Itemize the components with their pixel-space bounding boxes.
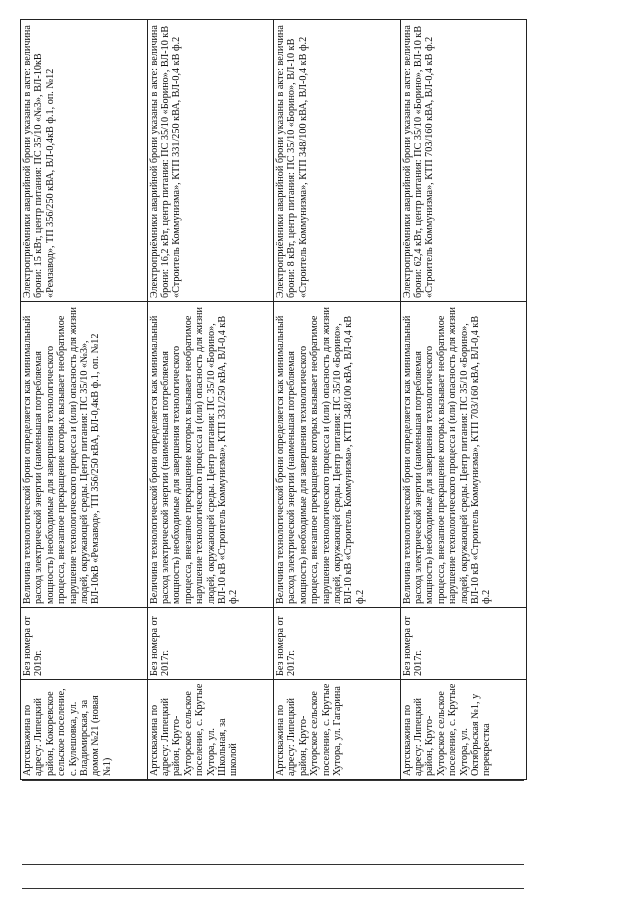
emergency-cell: Электроприёмники аварийной брони указаны в акте: величина брони: 8 кВт, центр питания: ПС 35/10 «Борино», ВЛ-10 кВ «Строитель Коммунизма», КТП 348/100 кВА, ВЛ-0,4 кВ ф.2 bbox=[274, 20, 401, 302]
table-row bbox=[21, 20, 148, 780]
table-row bbox=[400, 20, 527, 780]
divider-line bbox=[22, 780, 524, 781]
number-cell: Без номера от 2017г. bbox=[147, 608, 274, 680]
number-cell: Без номера от 2017г. bbox=[274, 608, 401, 680]
table-row bbox=[147, 20, 274, 780]
divider-line bbox=[22, 864, 524, 865]
address-cell: Артскважина по адресу: Липецкий район, Круто-Хуторское сельское поселение, с. Крутые Хутора, ул. Октябрьская №1, у перекрестка bbox=[400, 680, 527, 780]
reservation-table bbox=[20, 19, 527, 780]
address-cell: Артскважина по адресу: Липецкий район, Круто-Хуторское сельское поселение, с. Крутые Хутора, ул. Гагарина bbox=[274, 680, 401, 780]
address-cell: Артскважина по адресу: Липецкий район, Круто-Хуторское сельское поселение, с. Крутые Хутора, ул. Школьная, за школой bbox=[147, 680, 274, 780]
rotated-table-wrapper bbox=[20, 20, 526, 780]
technological-cell: Величина технологической брони определяется как минимальный расход электрической энергии (наименьшая потребляемая мощность) необходимые для завершения технологического процесса, внезапное прекращение которых вызывает необратимое нарушение технологического процесса и (или) опасность для жизни людей, окружающей среды. Центр питания: ПС 35/10 «Борино», ВЛ-10 кВ «Строитель Коммунизма», КТП 331/250 кВА, ВЛ-0,4 кВ ф.2 bbox=[147, 302, 274, 608]
table-row bbox=[274, 20, 401, 780]
divider-line bbox=[22, 888, 524, 889]
technological-cell: Величина технологической брони определяется как минимальный расход электрической энергии (наименьшая потребляемая мощность) необходимые для завершения технологического процесса, внезапное прекращение которых вызывает необратимое нарушение технологического процесса и (или) опасность для жизни людей, окружающей среды. Центр питания: ПС 35/10 «Борино», ВЛ-10 кВ «Строитель Коммунизма», КТП 348/100 кВА, ВЛ-0,4 кВ ф.2 bbox=[274, 302, 401, 608]
emergency-cell: Электроприёмники аварийной брони указаны в акте: величина брони: 16,2 кВт, центр питания: ПС 35/10 «Борино», ВЛ-10 кВ «Строитель Коммунизма», КТП 331/250 кВА, ВЛ-0,4 кВ ф.2 bbox=[147, 20, 274, 302]
address-cell: Артскважина по адресу: Липецкий район, Кокоревское сельское поселение, с. Кулешовка, ул. Владимирская, за домом №21 (новая №1) bbox=[21, 680, 148, 780]
technological-cell: Величина технологической брони определяется как минимальный расход электрической энергии (наименьшая потребляемая мощность) необходимые для завершения технологического процесса, внезапное прекращение которых вызывает необратимое нарушение технологического процесса и (или) опасность для жизни людей, окружающей среды. Центр питания: ПС 35/10 «Борино», ВЛ-10 кВ «Строитель Коммунизма», КТП 703/160 кВА, ВЛ-0,4 кВ ф.2 bbox=[400, 302, 527, 608]
emergency-cell: Электроприёмники аварийной брони указаны в акте: величина брони: 62,4 кВт, центр питания: ПС 35/10 «Борино», ВЛ-10 кВ «Строитель Коммунизма», КТП 703/160 кВА, ВЛ-0,4 кВ ф.2 bbox=[400, 20, 527, 302]
technological-cell: Величина технологической брони определяется как минимальный расход электрической энергии (наименьшая потребляемая мощность) необходимые для завершения технологического процесса, внезапное прекращение которых вызывает необратимое нарушение технологического процесса и (или) опасность для жизни людей, окружающей среды. Центр питания: ПС 35/10 «№3», ВЛ-10кВ «Ремзавод», ТП 356/250 кВА, ВЛ-0,4кВ ф.1, оп. №12 bbox=[21, 302, 148, 608]
number-cell: Без номера от 2019г. bbox=[21, 608, 148, 680]
number-cell: Без номера от 2017г. bbox=[400, 608, 527, 680]
emergency-cell: Электроприёмники аварийной брони указаны в акте: величина брони: 15 кВт, центр питания: ПС 35/10 «№3», ВЛ-10кВ «Ремзавод», ТП 356/250 кВА, ВЛ-0,4кВ ф.1, оп. №12 bbox=[21, 20, 148, 302]
